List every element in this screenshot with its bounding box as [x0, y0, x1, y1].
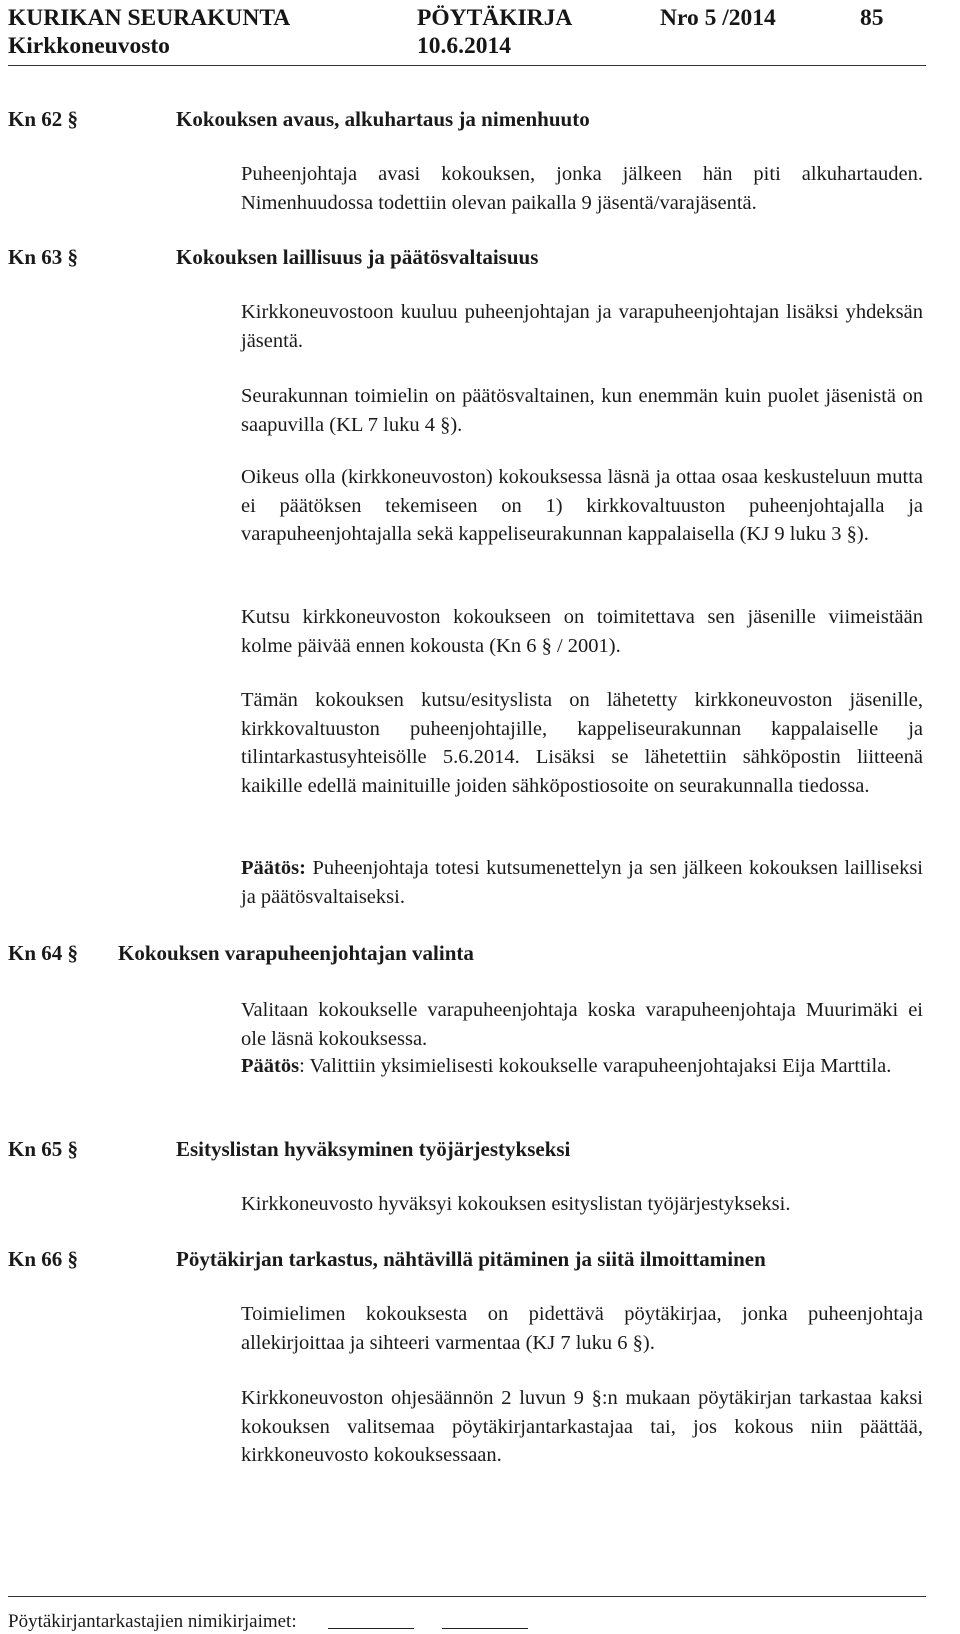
section-title: Esityslistan hyväksyminen työjärjestykseksi [176, 1137, 571, 1161]
footer-initials-label: Pöytäkirjantarkastajien nimikirjaimet: [8, 1611, 297, 1632]
paragraph: Kirkkoneuvoston ohjesäännön 2 luvun 9 §:n mukaan pöytäkirjan tarkastaa kaksi kokouksen valitsemaa pöytäkirjantarkastajaa tai, jos kokous niin päättää, kirkkoneuvosto kokouksessaan. [241, 1387, 923, 1466]
section-number: Kn 65 § [8, 1137, 79, 1161]
header-divider [8, 65, 926, 66]
section-number: Kn 62 § [8, 107, 79, 131]
decision-text: : Valittiin yksimielisesti kokoukselle varapuheenjohtajaksi Eija Marttila. [299, 1055, 892, 1077]
section-title: Kokouksen avaus, alkuhartaus ja nimenhuuto [176, 107, 590, 131]
initials-blank-2 [442, 1628, 528, 1629]
footer-divider [8, 1596, 926, 1597]
header-org: KURIKAN SEURAKUNTA [8, 5, 291, 31]
decision-text: Puheenjohtaja totesi kutsumenettelyn ja sen jälkeen kokouksen lailliseksi ja päätösvaltaiseksi. [241, 857, 923, 908]
decision-label: Päätös [241, 1055, 300, 1077]
section-title: Pöytäkirjan tarkastus, nähtävillä pitäminen ja siitä ilmoittaminen [176, 1247, 766, 1271]
header-body: Kirkkoneuvosto [8, 33, 170, 59]
section-number: Kn 63 § [8, 245, 79, 269]
section-title: Kokouksen laillisuus ja päätösvaltaisuus [176, 245, 539, 269]
paragraph: Kirkkoneuvostoon kuuluu puheenjohtajan ja varapuheenjohtajan lisäksi yhdeksän jäsentä. [241, 301, 923, 352]
decision-label: Päätös: [241, 857, 306, 879]
section-title: Kokouksen varapuheenjohtajan valinta [118, 941, 474, 965]
section-number: Kn 66 § [8, 1247, 79, 1271]
paragraph: Valitaan kokoukselle varapuheenjohtaja koska varapuheenjohtaja Muurimäki ei ole läsnä kokouksessa. [241, 999, 923, 1050]
header-page-number: 85 [860, 5, 884, 31]
header-doc-type: PÖYTÄKIRJA [417, 5, 573, 31]
paragraph: Seurakunnan toimielin on päätösvaltainen, kun enemmän kuin puolet jäsenistä on saapuvilla (KL 7 luku 4 §). [241, 385, 923, 436]
section-number: Kn 64 § [8, 941, 79, 965]
header-date: 10.6.2014 [417, 33, 511, 59]
paragraph: Toimielimen kokouksesta on pidettävä pöytäkirjaa, jonka puheenjohtaja allekirjoittaa ja sihteeri varmentaa (KJ 7 luku 6 §). [241, 1303, 923, 1354]
paragraph: Puheenjohtaja avasi kokouksen, jonka jälkeen hän piti alkuhartauden. Nimenhuudossa todettiin olevan paikalla 9 jäsentä/varajäsentä. [241, 163, 923, 214]
initials-blank-1 [328, 1628, 414, 1629]
header-number: Nro 5 /2014 [660, 5, 776, 31]
paragraph: Tämän kokouksen kutsu/esityslista on lähetetty kirkkoneuvoston jäsenille, kirkkovaltuuston puheenjohtajille, kappeliseurakunnan kappalaiselle ja tilintarkastusyhteisölle 5.6.2014. Lisäksi se lähetettiin sähköpostin liitteenä kaikille edellä mainituille joiden sähköpostiosoite on seurakunnalla tiedossa. [241, 689, 923, 797]
decision-paragraph [241, 1052, 923, 1081]
decision-paragraph [241, 854, 923, 911]
paragraph: Oikeus olla (kirkkoneuvoston) kokouksessa läsnä ja ottaa osaa keskusteluun mutta ei päätöksen tekemiseen on 1) kirkkovaltuuston puheenjohtajalla ja varapuheenjohtajalla sekä kappeliseurakunnan kappalaisella (KJ 9 luku 3 §). [241, 466, 923, 545]
paragraph: Kutsu kirkkoneuvoston kokoukseen on toimitettava sen jäsenille viimeistään kolme päivää ennen kokousta (Kn 6 § / 2001). [241, 606, 923, 657]
paragraph: Kirkkoneuvosto hyväksyi kokouksen esityslistan työjärjestykseksi. [241, 1193, 791, 1215]
